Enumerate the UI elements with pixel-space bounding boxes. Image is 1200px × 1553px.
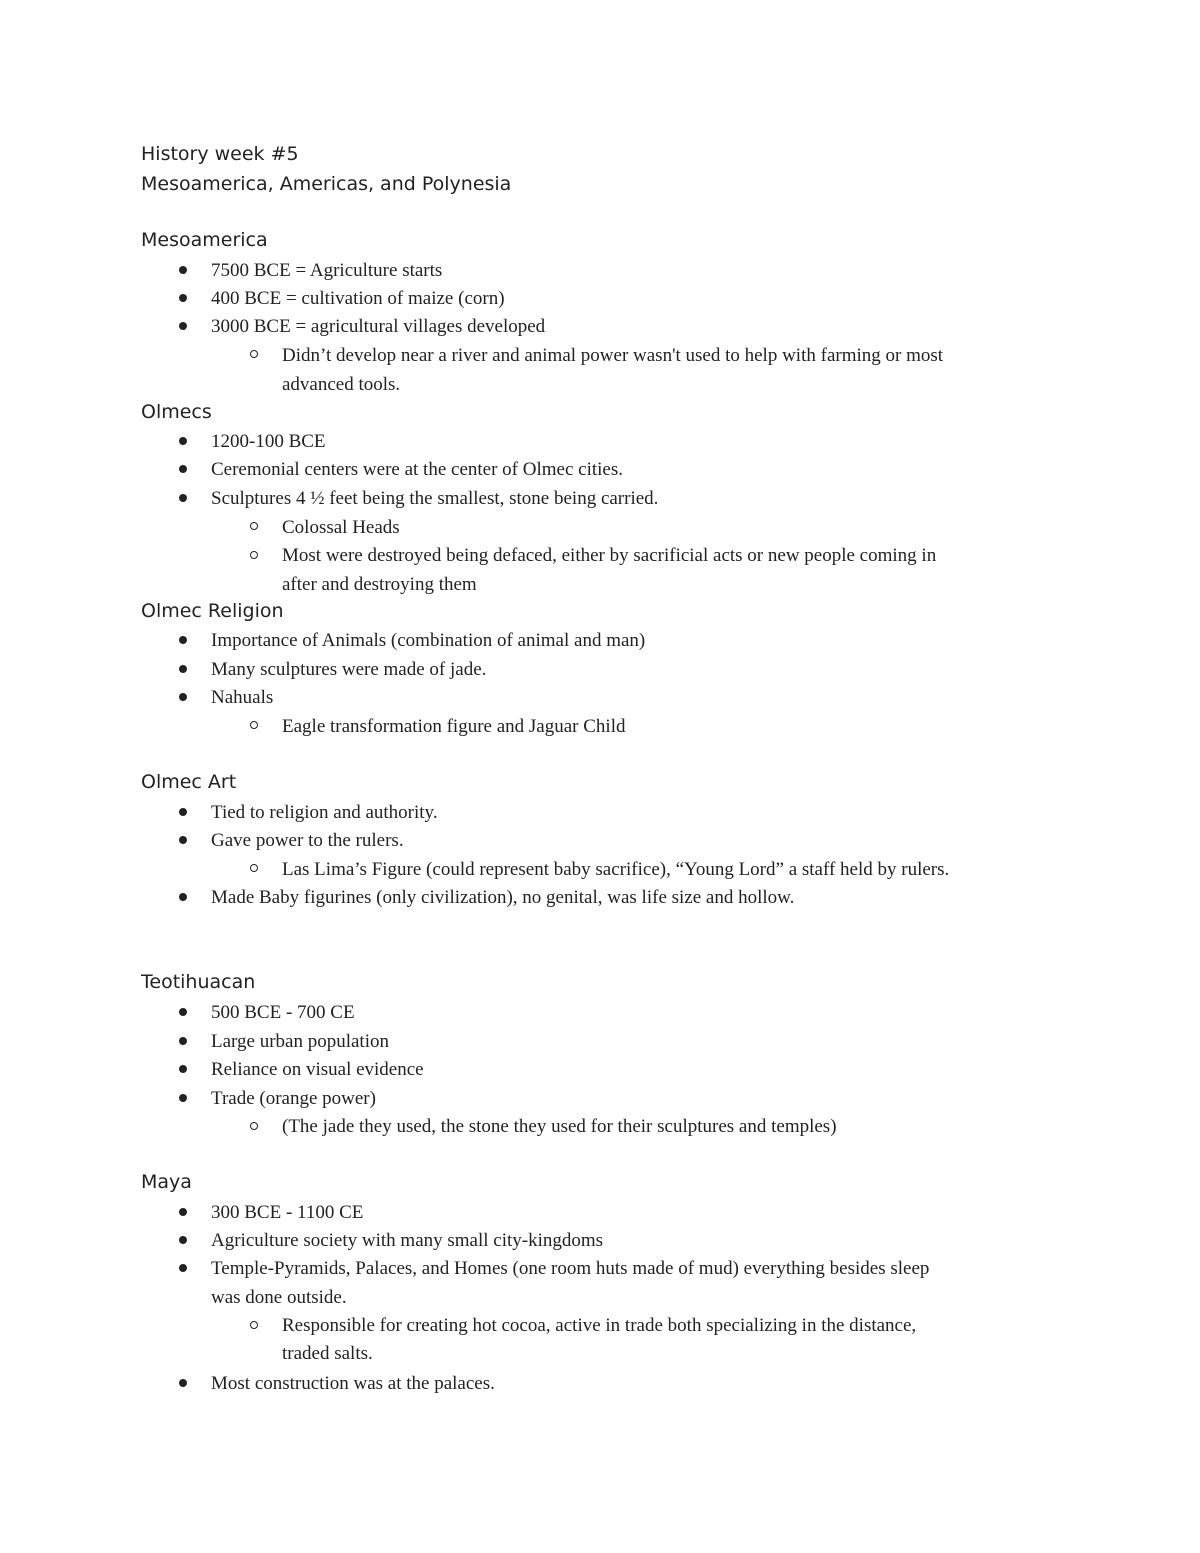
- sub-bullet-item-continued: after and destroying them: [282, 574, 477, 595]
- bullet-item: Importance of Animals (combination of animal and man): [211, 630, 646, 651]
- filled-bullet-icon: [179, 1379, 187, 1387]
- section-heading: Teotihuacan: [141, 971, 256, 993]
- section-heading: Maya: [141, 1171, 192, 1193]
- filled-bullet-icon: [179, 437, 187, 445]
- filled-bullet-icon: [179, 1236, 187, 1244]
- sub-bullet-item: Las Lima’s Figure (could represent baby sacrifice), “Young Lord” a staff held by rulers.: [282, 859, 950, 880]
- hollow-bullet-icon: [250, 864, 258, 872]
- sub-bullet-item: Didn’t develop near a river and animal power wasn't used to help with farming or most: [282, 345, 944, 366]
- hollow-bullet-icon: [250, 522, 258, 530]
- hollow-bullet-icon: [250, 350, 258, 358]
- sub-bullet-item: (The jade they used, the stone they used for their sculptures and temples): [282, 1116, 837, 1137]
- bullet-item: Nahuals: [211, 687, 274, 708]
- filled-bullet-icon: [179, 636, 187, 644]
- bullet-item: 500 BCE - 700 CE: [211, 1002, 355, 1023]
- filled-bullet-icon: [179, 836, 187, 844]
- bullet-item: Reliance on visual evidence: [211, 1059, 424, 1080]
- bullet-item: Temple-Pyramids, Palaces, and Homes (one room huts made of mud) everything besides sleep: [211, 1258, 930, 1279]
- filled-bullet-icon: [179, 465, 187, 473]
- filled-bullet-icon: [179, 1065, 187, 1073]
- bullet-item: Large urban population: [211, 1031, 389, 1052]
- filled-bullet-icon: [179, 665, 187, 673]
- bullet-item-continued: was done outside.: [211, 1287, 347, 1308]
- bullet-item: 300 BCE - 1100 CE: [211, 1202, 364, 1223]
- bullet-item: 400 BCE = cultivation of maize (corn): [211, 288, 505, 309]
- hollow-bullet-icon: [250, 551, 258, 559]
- sub-bullet-item: Responsible for creating hot cocoa, active in trade both specializing in the distance,: [282, 1315, 917, 1336]
- sub-bullet-item-continued: advanced tools.: [282, 374, 401, 395]
- filled-bullet-icon: [179, 1094, 187, 1102]
- section-heading: Olmec Religion: [141, 600, 284, 622]
- bullet-item: 3000 BCE = agricultural villages developed: [211, 316, 546, 337]
- bullet-item: Tied to religion and authority.: [211, 802, 438, 823]
- filled-bullet-icon: [179, 266, 187, 274]
- filled-bullet-icon: [179, 1264, 187, 1272]
- sub-bullet-item: Colossal Heads: [282, 517, 400, 538]
- document-title: History week #5: [141, 143, 299, 165]
- filled-bullet-icon: [179, 1208, 187, 1216]
- filled-bullet-icon: [179, 294, 187, 302]
- bullet-item: Agriculture society with many small city-kingdoms: [211, 1230, 604, 1251]
- section-heading: Olmecs: [141, 401, 212, 423]
- filled-bullet-icon: [179, 893, 187, 901]
- filled-bullet-icon: [179, 1008, 187, 1016]
- filled-bullet-icon: [179, 808, 187, 816]
- bullet-item: Many sculptures were made of jade.: [211, 659, 487, 680]
- filled-bullet-icon: [179, 1037, 187, 1045]
- bullet-item: Ceremonial centers were at the center of Olmec cities.: [211, 459, 623, 480]
- bullet-item: Sculptures 4 ½ feet being the smallest, stone being carried.: [211, 488, 659, 509]
- bullet-item: Made Baby figurines (only civilization), no genital, was life size and hollow.: [211, 887, 795, 908]
- bullet-item: Most construction was at the palaces.: [211, 1373, 495, 1394]
- bullet-item: 1200-100 BCE: [211, 431, 326, 452]
- section-heading: Olmec Art: [141, 771, 237, 793]
- bullet-item: 7500 BCE = Agriculture starts: [211, 260, 443, 281]
- hollow-bullet-icon: [250, 721, 258, 729]
- sub-bullet-item: Most were destroyed being defaced, either by sacrificial acts or new people coming in: [282, 545, 937, 566]
- hollow-bullet-icon: [250, 1122, 258, 1130]
- filled-bullet-icon: [179, 494, 187, 502]
- sub-bullet-item: Eagle transformation figure and Jaguar Child: [282, 716, 626, 737]
- sub-bullet-item-continued: traded salts.: [282, 1343, 373, 1364]
- bullet-item: Trade (orange power): [211, 1088, 376, 1109]
- filled-bullet-icon: [179, 322, 187, 330]
- bullet-item: Gave power to the rulers.: [211, 830, 404, 851]
- filled-bullet-icon: [179, 693, 187, 701]
- section-heading: Mesoamerica: [141, 229, 268, 251]
- document-subtitle: Mesoamerica, Americas, and Polynesia: [141, 173, 512, 195]
- hollow-bullet-icon: [250, 1321, 258, 1329]
